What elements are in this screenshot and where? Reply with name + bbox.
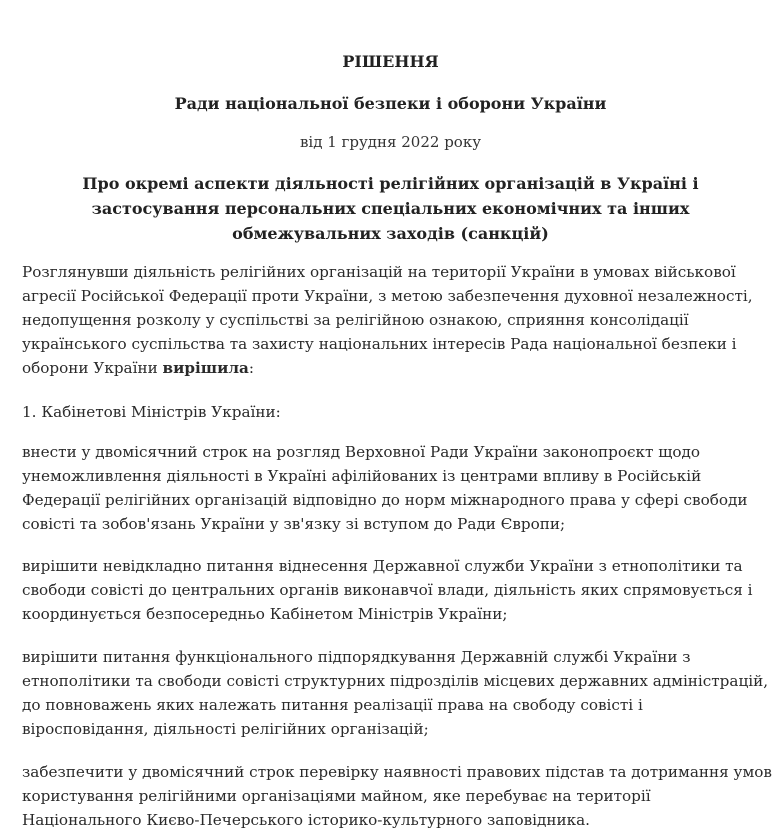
point-1-item-4: забезпечити у двомісячний строк перевірку наявності правових підстав та дотримання умов користування релігійними організаціями майном, яке перебуває на території Національного Києво-Печерського історико-культурного заповідника. (22, 763, 772, 829)
point-1-item-2: вирішити невідкладно питання віднесення Державної служби України з етнополітики та свободи совісті до центральних органів виконавчої влади, діяльність яких спрямовується і координується безпосередньо Кабінетом Міністрів України; (22, 557, 753, 623)
preamble-paragraph (22, 260, 773, 380)
point-1-item-1: внести у двомісячний строк на розгляд Верховної Ради України законопроєкт щодо унеможливлення діяльності в Україні афілійованих із центрами впливу в Російській Федерації релігійних організацій відповідно до норм міжнародного права у сфері свободи совісті та зобов'язань України у зв'язку зі вступом до Ради Європи; (22, 443, 748, 533)
point-1-heading: 1. Кабінетові Міністрів України: (22, 403, 281, 421)
document-title: РІШЕННЯ (342, 52, 439, 71)
preamble-decision-word: вирішила (162, 359, 249, 377)
document-date: від 1 грудня 2022 року (299, 133, 482, 151)
document-subject: Про окремі аспекти діяльності релігійних організацій в Україні і застосування персональних спеціальних економічних та інших обмежувальних заходів (санкцій) (82, 174, 699, 243)
preamble-text: Розглянувши діяльність релігійних організацій на території України в умовах військової агресії Російської Федерації проти України, з метою забезпечення духовної незалежності, недопущення розколу у суспільстві за релігійною ознакою, сприяння консолідації українського суспільства та захисту національних інтересів Рада національної безпеки і оборони України (22, 263, 753, 377)
document-issuer: Ради національної безпеки і оборони України (174, 94, 607, 113)
preamble-colon: : (248, 359, 255, 377)
point-1-item-3: вирішити питання функціонального підпорядкування Державній службі України з етнополітики та свободи совісті структурних підрозділів місцевих державних адміністрацій, до повноважень яких належать питання реалізації права на свободу совісті і віросповідання, діяльності релігійних організацій; (22, 648, 769, 738)
